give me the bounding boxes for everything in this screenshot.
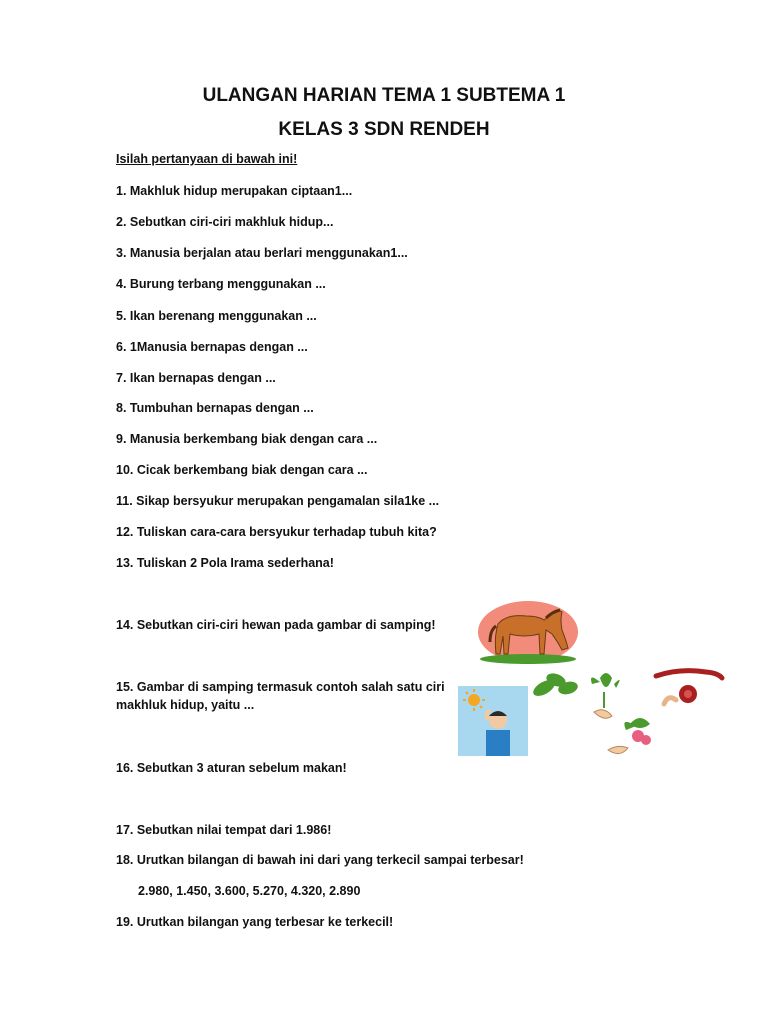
question-14: 14. Sebutkan ciri-ciri hewan pada gambar di samping! xyxy=(116,618,436,632)
question-9: 9. Manusia berkembang biak dengan cara ... xyxy=(116,432,378,446)
question-18: 18. Urutkan bilangan di bawah ini dari yang terkecil sampai terbesar! xyxy=(116,853,524,867)
question-15: 15. Gambar di samping termasuk contoh salah satu ciri makhluk hidup, yaitu ... xyxy=(116,680,445,712)
question-7: 7. Ikan bernapas dengan ... xyxy=(116,371,276,385)
question-8: 8. Tumbuhan bernapas dengan ... xyxy=(116,401,314,415)
question-10: 10. Cicak berkembang biak dengan cara ... xyxy=(116,463,368,477)
horse-grazing-icon xyxy=(476,596,580,664)
question-2: 2. Sebutkan ciri-ciri makhluk hidup... xyxy=(116,215,334,229)
question-5: 5. Ikan berenang menggunakan ... xyxy=(116,309,317,323)
plants-touch-response-icon xyxy=(530,668,662,764)
question-13: 13. Tuliskan 2 Pola Irama sederhana! xyxy=(116,556,334,570)
question-17: 17. Sebutkan nilai tempat dari 1.986! xyxy=(116,823,332,837)
question-19: 19. Urutkan bilangan yang terbesar ke terkecil! xyxy=(116,915,394,929)
question-12: 12. Tuliskan cara-cara bersyukur terhadap tubuh kita? xyxy=(116,525,437,539)
number-sequence: 2.980, 1.450, 3.600, 5.270, 4.320, 2.890 xyxy=(138,884,361,898)
question-16: 16. Sebutkan 3 aturan sebelum makan! xyxy=(116,761,347,775)
page-subtitle: KELAS 3 SDN RENDEH xyxy=(278,119,490,140)
page-title: ULANGAN HARIAN TEMA 1 SUBTEMA 1 xyxy=(202,85,566,106)
question-3: 3. Manusia berjalan atau berlari menggunakan1... xyxy=(116,246,408,260)
instruction-text: Isilah pertanyaan di bawah ini! xyxy=(116,152,298,166)
question-6: 6. 1Manusia bernapas dengan ... xyxy=(116,340,308,354)
question-11: 11. Sikap bersyukur merupakan pengamalan sila1ke ... xyxy=(116,494,440,508)
question-4: 4. Burung terbang menggunakan ... xyxy=(116,277,326,291)
question-1: 1. Makhluk hidup merupakan ciptaan1... xyxy=(116,184,353,198)
child-shading-from-sun-icon xyxy=(458,686,528,756)
